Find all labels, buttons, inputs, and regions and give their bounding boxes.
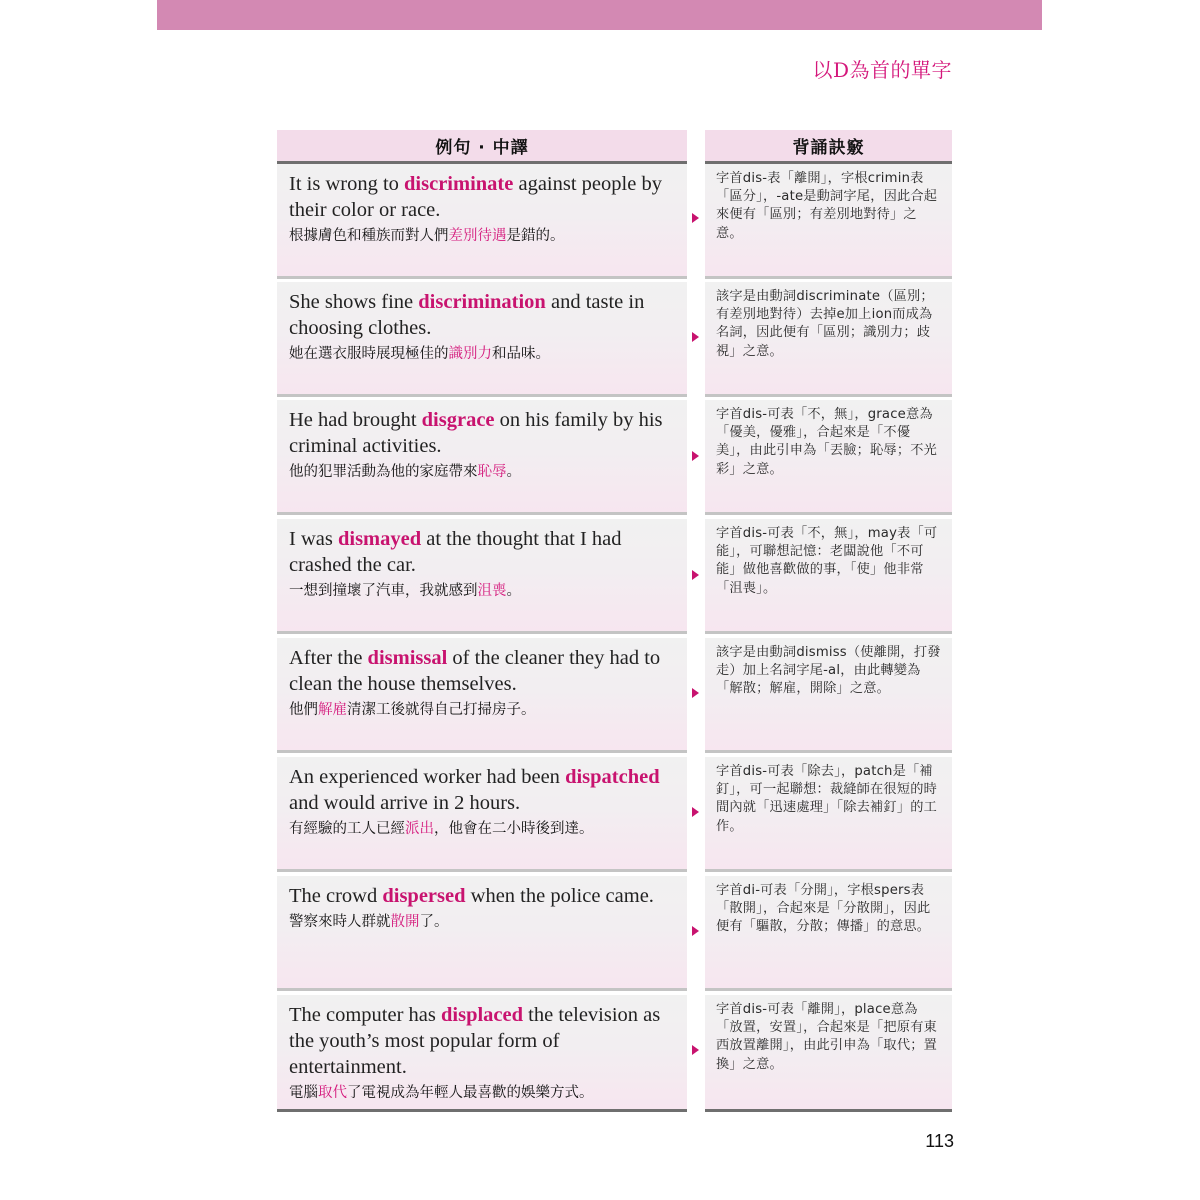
tip-cell xyxy=(705,995,952,1112)
arrow-icon xyxy=(692,926,699,936)
vocabulary-keyword: displaced xyxy=(441,1004,524,1026)
tip-cell xyxy=(705,400,952,515)
english-sentence: The crowd dispersed when the police came. xyxy=(289,885,654,907)
english-sentence: The computer has displaced the television as the youth’s most popular form of entertainment. xyxy=(289,1004,661,1078)
translation-keyword: 派出 xyxy=(405,821,434,837)
example-cell xyxy=(277,519,687,634)
english-sentence: I was dismayed at the thought that I had crashed the car. xyxy=(289,528,622,576)
vocabulary-keyword: dismayed xyxy=(337,528,422,550)
translation-keyword: 取代 xyxy=(318,1085,347,1101)
memory-tip: 該字是由動詞discriminate（區別；有差別地對待）去掉e加上ion而成為名詞，因此便有「區別；識別力；歧視」之意。 xyxy=(716,289,934,359)
example-cell xyxy=(277,282,687,397)
tip-cell xyxy=(705,876,952,991)
chinese-translation: 電腦取代了電視成為年輕人最喜歡的娛樂方式。 xyxy=(289,1085,594,1101)
chinese-translation: 她在選衣服時展現極佳的識別力和品味。 xyxy=(289,346,550,362)
memory-tip: 字首dis-可表「離開」，place意為「放置，安置」，合起來是「把原有東西放置離開」，由此引申為「取代；置換」之意。 xyxy=(716,1002,937,1072)
chinese-translation: 根據膚色和種族而對人們差別待遇是錯的。 xyxy=(289,228,565,244)
english-sentence: She shows fine discrimination and taste in choosing clothes. xyxy=(289,291,645,339)
top-color-band xyxy=(157,0,1042,30)
header-example-sentences: 例句 · 中譯 xyxy=(277,130,687,164)
example-cell xyxy=(277,400,687,515)
chinese-translation: 他們解雇清潔工後就得自己打掃房子。 xyxy=(289,702,536,718)
header-memory-tips: 背誦訣竅 xyxy=(705,130,952,164)
english-sentence: An experienced worker had been dispatched and would arrive in 2 hours. xyxy=(289,766,660,814)
memory-tip: 字首dis-表「離開」，字根crimin表「區分」，-ate是動詞字尾，因此合起來便有「區別；有差別地對待」之意。 xyxy=(716,171,938,241)
arrow-icon xyxy=(692,1045,699,1055)
arrow-icon xyxy=(692,451,699,461)
translation-keyword: 識別力 xyxy=(448,346,492,362)
example-cell xyxy=(277,164,687,279)
memory-tip: 字首dis-可表「不，無」，grace意為「優美，優雅」，合起來是「不優美」，由此引申為「丟臉；恥辱；不光彩」之意。 xyxy=(716,407,937,477)
arrow-icon xyxy=(692,807,699,817)
vocabulary-keyword: discriminate xyxy=(404,173,514,195)
english-sentence: After the dismissal of the cleaner they had to clean the house themselves. xyxy=(289,647,661,695)
chinese-translation: 警察來時人群就散開了。 xyxy=(289,914,449,930)
memory-tip: 字首di-可表「分開」，字根spers表「散開」，合起來是「分散開」，因此便有「驅散，分散；傳播」的意思。 xyxy=(716,883,931,935)
example-cell xyxy=(277,876,687,991)
vocabulary-keyword: dispersed xyxy=(382,885,466,907)
arrow-icon xyxy=(692,213,699,223)
memory-tip: 該字是由動詞dismiss（使離開，打發走）加上名詞字尾-al，由此轉變為「解散；解雇，開除」之意。 xyxy=(716,645,941,697)
tip-cell xyxy=(705,757,952,872)
vocabulary-keyword: disgrace xyxy=(421,409,495,431)
page-number: 113 xyxy=(925,1131,954,1151)
memory-tip: 字首dis-可表「不，無」，may表「可能」，可聯想記憶：老闆說他「不可能」做他喜歡做的事，「使」他非常「沮喪」。 xyxy=(716,526,938,596)
example-cell xyxy=(277,995,687,1112)
chinese-translation: 有經驗的工人已經派出，他會在二小時後到達。 xyxy=(289,821,594,837)
arrow-icon xyxy=(692,332,699,342)
chinese-translation: 一想到撞壞了汽車，我就感到沮喪。 xyxy=(289,583,521,599)
section-title: 以D為首的單字 xyxy=(812,58,952,82)
example-cell xyxy=(277,638,687,753)
translation-keyword: 差別待遇 xyxy=(448,228,507,244)
translation-keyword: 散開 xyxy=(390,914,420,930)
example-cell xyxy=(277,757,687,872)
chinese-translation: 他的犯罪活動為他的家庭帶來恥辱。 xyxy=(289,464,521,480)
translation-keyword: 解雇 xyxy=(318,702,347,718)
english-sentence: He had brought disgrace on his family by his criminal activities. xyxy=(289,409,663,457)
english-sentence: It is wrong to discriminate against people by their color or race. xyxy=(289,173,662,221)
arrow-icon xyxy=(692,688,699,698)
translation-keyword: 恥辱 xyxy=(477,464,507,480)
vocabulary-keyword: dismissal xyxy=(367,647,448,669)
tip-cell xyxy=(705,282,952,397)
tip-cell xyxy=(705,638,952,753)
vocabulary-keyword: dispatched xyxy=(565,766,660,788)
translation-keyword: 沮喪 xyxy=(477,583,507,599)
tip-cell xyxy=(705,519,952,634)
vocabulary-keyword: discrimination xyxy=(418,291,546,313)
arrow-icon xyxy=(692,570,699,580)
memory-tip: 字首dis-可表「除去」，patch是「補釘」，可一起聯想：裁縫師在很短的時間內就「迅速處理」「除去補釘」的工作。 xyxy=(716,764,937,834)
tip-cell xyxy=(705,164,952,279)
